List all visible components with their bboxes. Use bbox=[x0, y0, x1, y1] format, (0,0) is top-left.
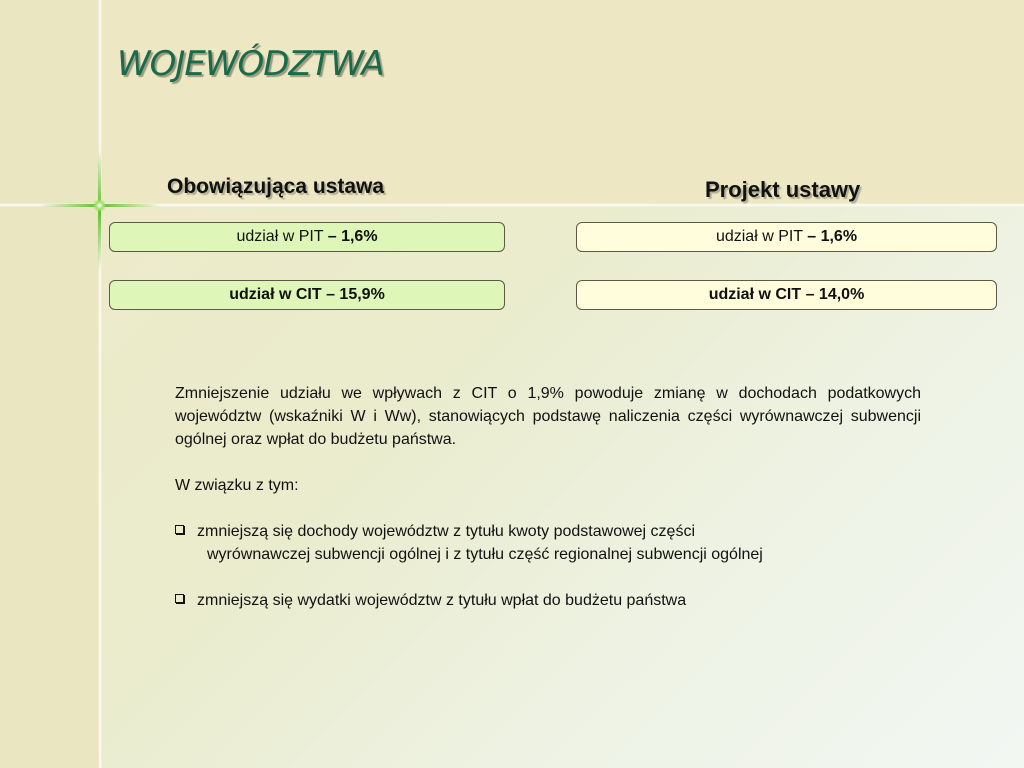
current-cit-text: udział w CIT – 15,9% bbox=[229, 286, 385, 303]
list-item-bullet-1 bbox=[175, 520, 921, 543]
body-lead: W związku z tym: bbox=[175, 477, 299, 494]
list-item-bullet-2 bbox=[175, 589, 921, 612]
page-title: WOJEWÓDZTWA bbox=[117, 44, 384, 84]
column-heading-draft-law: Projekt ustawy bbox=[705, 177, 861, 202]
left-decorative-strip bbox=[0, 0, 100, 768]
draft-pit-label: udział w PIT bbox=[715, 228, 808, 245]
draft-pit-value: – 1,6% bbox=[807, 228, 858, 245]
draft-cit-text: udział w CIT – 14,0% bbox=[708, 286, 865, 303]
column-heading-current-law: Obowiązująca ustawa bbox=[167, 175, 385, 198]
current-cit-share-box bbox=[109, 280, 505, 310]
current-pit-label: udział w PIT bbox=[236, 228, 328, 245]
bullet-1-line-2: wyrównawczej subwencji ogólnej i z tytułu część regionalnej subwencji ogólnej bbox=[207, 546, 763, 563]
body-paragraph: Zmniejszenie udziału we wpływach z CIT o 1,9% powoduje zmianę w dochodach podatkowych województw (wskaźniki W i Ww), stanowiących podstawę naliczenia części wyrównawczej subwencji ogólnej oraz wpłat do budżetu państwa. bbox=[175, 385, 921, 448]
sparkle-star-icon bbox=[93, 199, 106, 212]
current-pit-share-box bbox=[109, 222, 505, 252]
bullet-1-line-1: zmniejszą się dochody województw z tytułu kwoty podstawowej części bbox=[197, 523, 695, 540]
draft-pit-share-box bbox=[576, 222, 997, 252]
draft-cit-share-box bbox=[576, 280, 997, 310]
square-bullet-icon bbox=[175, 594, 184, 603]
square-bullet-icon bbox=[175, 525, 184, 534]
current-pit-value: – 1,6% bbox=[327, 228, 378, 245]
vertical-divider-line bbox=[98, 0, 102, 768]
bullet-2-text: zmniejszą się wydatki województw z tytułu wpłat do budżetu państwa bbox=[197, 592, 687, 609]
body-text bbox=[175, 382, 921, 612]
